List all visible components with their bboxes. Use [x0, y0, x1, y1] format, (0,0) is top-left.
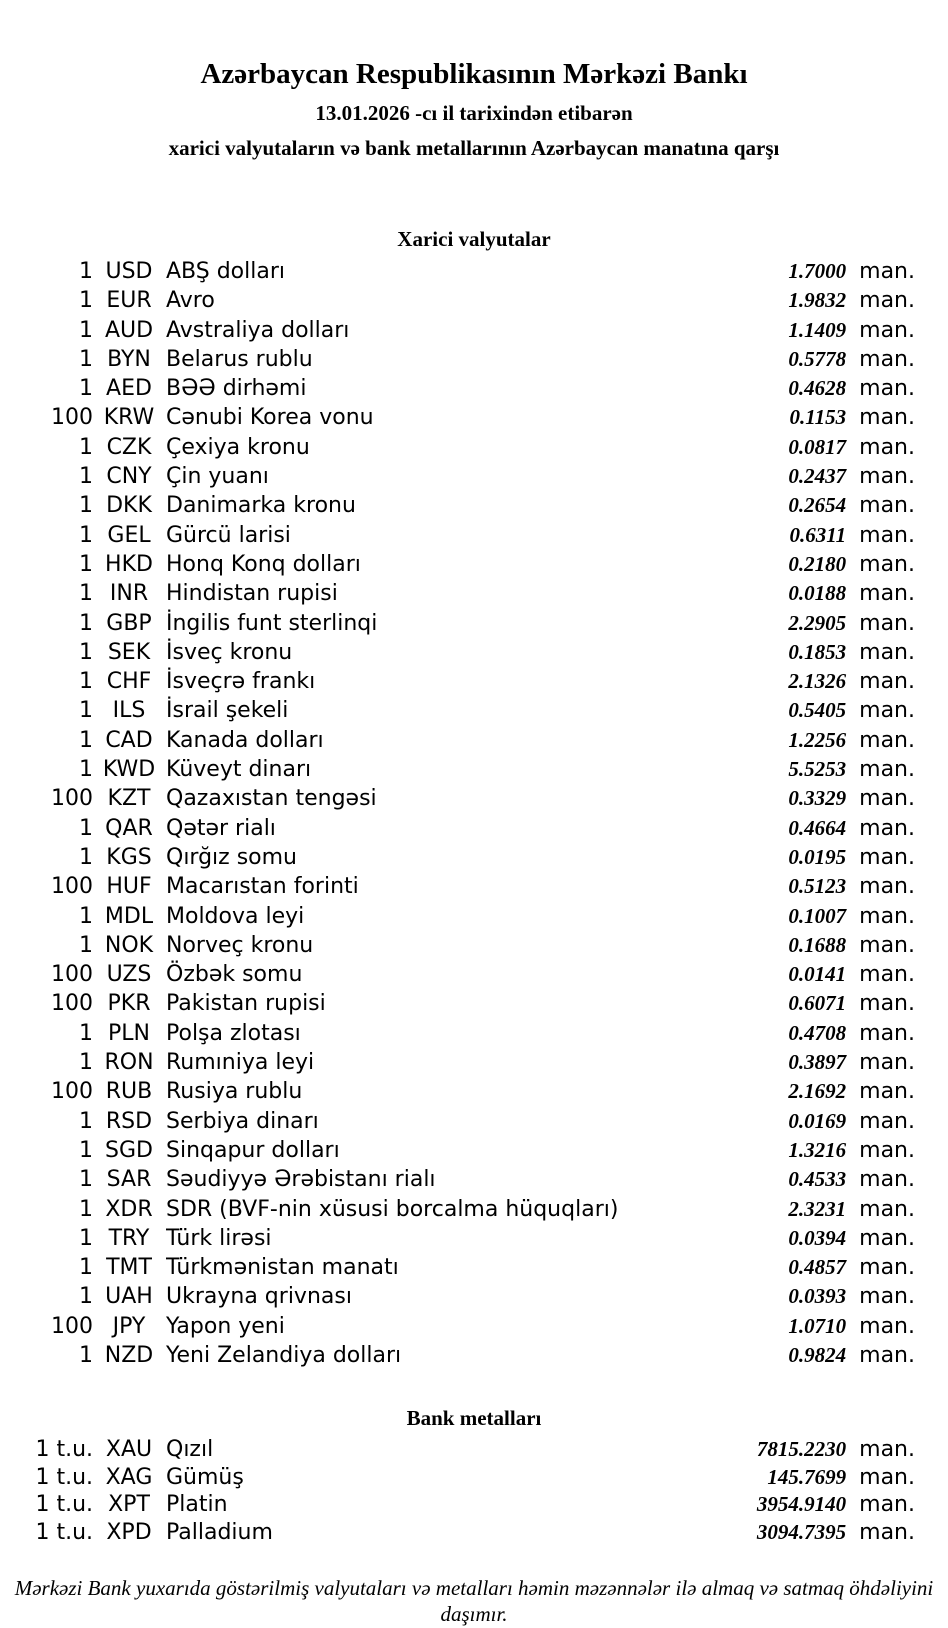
row-currency-name: Sinqapur dolları — [166, 1137, 340, 1163]
currency-row — [0, 550, 948, 579]
row-rate: 0.2654 — [788, 493, 847, 518]
row-currency-name: Serbiya dinarı — [166, 1108, 319, 1134]
row-unit: man. — [859, 1520, 915, 1546]
currency-row — [0, 286, 948, 315]
row-currency-code: INR — [109, 581, 149, 607]
row-currency-code: SEK — [107, 639, 151, 665]
row-unit: man. — [859, 1108, 915, 1134]
row-currency-name: Çin yuanı — [166, 464, 269, 490]
currencies-table — [0, 257, 948, 1370]
row-amount: 1 — [79, 493, 93, 519]
row-currency-code: RSD — [105, 1108, 153, 1134]
row-currency-name: Avro — [166, 288, 215, 314]
row-currency-name: Belarus rublu — [166, 346, 313, 372]
row-unit: man. — [859, 698, 915, 724]
row-currency-code: UZS — [106, 962, 152, 988]
row-rate: 0.0169 — [788, 1108, 847, 1133]
row-currency-name: SDR (BVF-nin xüsusi borcalma hüquqları) — [166, 1196, 619, 1222]
row-unit: man. — [859, 317, 915, 343]
row-currency-name: Cənubi Korea vonu — [166, 405, 374, 431]
currency-row — [0, 667, 948, 696]
row-amount: 100 — [51, 991, 93, 1017]
row-currency-code: SAR — [106, 1167, 152, 1193]
row-currency-code: GEL — [107, 522, 151, 548]
row-currency-code: NZD — [104, 1342, 154, 1368]
row-currency-code: QAR — [105, 815, 153, 841]
row-amount: 1 — [79, 1108, 93, 1134]
currency-row — [0, 989, 948, 1018]
currency-row — [0, 726, 948, 755]
metal-row — [0, 1436, 948, 1464]
row-amount: 1 — [79, 932, 93, 958]
row-currency-code: UAH — [105, 1284, 153, 1310]
row-amount: 1 t.u. — [35, 1437, 93, 1463]
row-unit: man. — [859, 522, 915, 548]
row-currency-name: Özbək somu — [166, 962, 303, 988]
row-amount: 100 — [51, 786, 93, 812]
row-currency-name: Moldova leyi — [166, 903, 305, 929]
row-amount: 1 — [79, 757, 93, 783]
row-currency-code: XPD — [106, 1520, 152, 1546]
row-unit: man. — [859, 493, 915, 519]
row-rate: 1.1409 — [788, 317, 847, 342]
currency-row — [0, 521, 948, 550]
row-currency-name: Qızıl — [166, 1437, 214, 1463]
row-currency-code: XAU — [105, 1437, 153, 1463]
row-currency-name: Honq Konq dolları — [166, 551, 361, 577]
row-currency-name: İngilis funt sterlinqi — [166, 610, 378, 636]
currency-row — [0, 579, 948, 608]
currency-row — [0, 755, 948, 784]
row-rate: 2.3231 — [788, 1196, 847, 1221]
row-currency-code: RON — [104, 1050, 154, 1076]
currency-row — [0, 1195, 948, 1224]
currency-row — [0, 1312, 948, 1341]
effective-date-line: 13.01.2026 -cı il tarixindən etibarən — [315, 101, 633, 125]
currency-row — [0, 609, 948, 638]
row-rate: 145.7699 — [767, 1464, 847, 1489]
row-unit: man. — [859, 991, 915, 1017]
row-unit: man. — [859, 1284, 915, 1310]
row-currency-name: Kanada dolları — [166, 727, 324, 753]
row-unit: man. — [859, 581, 915, 607]
row-unit: man. — [859, 288, 915, 314]
row-currency-name: Palladium — [166, 1520, 273, 1546]
currency-row — [0, 1341, 948, 1370]
row-currency-code: PKR — [107, 991, 151, 1017]
row-rate: 0.0817 — [788, 434, 847, 459]
row-unit: man. — [859, 639, 915, 665]
row-amount: 1 — [79, 1196, 93, 1222]
row-amount: 1 — [79, 1167, 93, 1193]
row-unit: man. — [859, 844, 915, 870]
currency-row — [0, 1224, 948, 1253]
row-rate: 0.1853 — [788, 639, 847, 664]
row-unit: man. — [859, 376, 915, 402]
row-amount: 1 — [79, 1137, 93, 1163]
row-unit: man. — [859, 1437, 915, 1463]
document-subtitle: xarici valyutaların və bank metallarının Azərbaycan manatına qarşı — [168, 136, 780, 160]
row-currency-name: Hindistan rupisi — [166, 581, 338, 607]
currency-row — [0, 316, 948, 345]
row-amount: 1 — [79, 1284, 93, 1310]
row-rate: 0.1153 — [789, 405, 847, 430]
row-amount: 1 — [79, 259, 93, 284]
row-currency-code: HKD — [105, 551, 153, 577]
row-unit: man. — [859, 962, 915, 988]
row-currency-name: Rusiya rublu — [166, 1079, 303, 1105]
row-amount: 1 — [79, 434, 93, 460]
row-currency-name: Danimarka kronu — [166, 493, 356, 519]
currency-row — [0, 374, 948, 403]
row-currency-name: Norveç kronu — [166, 932, 314, 958]
currency-row — [0, 1019, 948, 1048]
currency-row — [0, 960, 948, 989]
row-rate: 0.1688 — [788, 932, 847, 957]
row-currency-code: CAD — [105, 727, 153, 753]
metals-section-title: Bank metalları — [406, 1406, 542, 1431]
row-amount: 1 — [79, 639, 93, 665]
row-unit: man. — [859, 1050, 915, 1076]
row-currency-name: Ukrayna qrivnası — [166, 1284, 352, 1310]
row-currency-name: Qətər rialı — [166, 815, 276, 841]
row-rate: 2.1692 — [788, 1079, 847, 1104]
row-amount: 1 — [79, 522, 93, 548]
row-currency-code: ILS — [112, 698, 146, 724]
row-currency-name: Qırğız somu — [166, 844, 298, 870]
row-currency-name: BƏƏ dirhəmi — [166, 376, 307, 402]
currency-row — [0, 843, 948, 872]
currency-row — [0, 931, 948, 960]
currency-row — [0, 1282, 948, 1311]
row-unit: man. — [859, 1225, 915, 1251]
row-amount: 100 — [51, 1079, 93, 1105]
row-unit: man. — [859, 610, 915, 636]
row-currency-name: Pakistan rupisi — [166, 991, 326, 1017]
row-currency-name: Yeni Zelandiya dolları — [166, 1342, 402, 1368]
row-amount: 1 — [79, 464, 93, 490]
currency-row — [0, 872, 948, 901]
row-currency-name: İsrail şekeli — [166, 698, 289, 724]
row-rate: 3094.7395 — [756, 1520, 847, 1545]
row-currency-code: AUD — [104, 317, 154, 343]
row-rate: 7815.2230 — [756, 1437, 847, 1462]
currency-row — [0, 696, 948, 725]
row-unit: man. — [859, 1196, 915, 1222]
row-currency-code: PLN — [108, 1020, 150, 1046]
row-rate: 1.9832 — [788, 288, 847, 313]
currency-row — [0, 257, 948, 286]
row-amount: 1 — [79, 317, 93, 343]
row-amount: 1 — [79, 581, 93, 607]
row-currency-code: GBP — [106, 610, 152, 636]
row-unit: man. — [859, 259, 915, 284]
currency-row — [0, 433, 948, 462]
row-currency-code: AED — [106, 376, 152, 402]
row-currency-name: İsveçrə frankı — [166, 669, 316, 695]
disclaimer-text: Mərkəzi Bank yuxarıda göstərilmiş valyutaları və metalları həmin məzənnələr ilə almaq və satmaq öhdəliyini daşımır. — [14, 1575, 934, 1626]
row-amount: 1 — [79, 1020, 93, 1046]
row-unit: man. — [859, 727, 915, 753]
row-currency-code: KRW — [103, 405, 155, 431]
currency-row — [0, 814, 948, 843]
row-currency-name: Yapon yeni — [166, 1313, 285, 1339]
row-currency-name: Macarıstan forinti — [166, 874, 359, 900]
row-rate: 0.9824 — [788, 1342, 847, 1367]
row-amount: 100 — [51, 405, 93, 431]
currency-row — [0, 1165, 948, 1194]
row-currency-code: JPY — [112, 1313, 146, 1339]
row-unit: man. — [859, 1342, 915, 1368]
row-rate: 0.0188 — [788, 581, 847, 606]
row-currency-name: Küveyt dinarı — [166, 757, 312, 783]
row-currency-name: Səudiyyə Ərəbistanı rialı — [166, 1167, 436, 1193]
row-currency-code: KGS — [106, 844, 152, 870]
metal-row — [0, 1491, 948, 1519]
row-currency-name: Platin — [166, 1492, 228, 1518]
row-unit: man. — [859, 932, 915, 958]
currencies-section-title: Xarici valyutalar — [397, 227, 551, 251]
currency-row — [0, 902, 948, 931]
row-currency-code: CNY — [106, 464, 152, 490]
row-currency-name: ABŞ dolları — [166, 259, 286, 284]
row-amount: 1 — [79, 844, 93, 870]
row-rate: 0.0141 — [788, 962, 847, 987]
row-currency-name: Polşa zlotası — [166, 1020, 301, 1046]
row-rate: 5.5253 — [788, 757, 847, 782]
row-unit: man. — [859, 903, 915, 929]
row-rate: 0.3897 — [788, 1050, 847, 1075]
row-currency-name: İsveç kronu — [166, 639, 293, 665]
currency-row — [0, 403, 948, 432]
row-currency-code: TMT — [106, 1255, 152, 1281]
row-currency-code: XPT — [108, 1492, 150, 1518]
row-amount: 1 — [79, 1050, 93, 1076]
row-unit: man. — [859, 757, 915, 783]
row-amount: 1 t.u. — [35, 1492, 93, 1518]
row-currency-name: Qazaxıstan tengəsi — [166, 786, 377, 812]
row-amount: 100 — [51, 962, 93, 988]
row-rate: 0.4664 — [788, 815, 847, 840]
row-currency-name: Avstraliya dolları — [166, 317, 350, 343]
row-amount: 1 — [79, 727, 93, 753]
row-currency-code: HUF — [106, 874, 152, 900]
row-amount: 1 — [79, 1342, 93, 1368]
row-currency-code: XAG — [105, 1464, 153, 1490]
row-rate: 0.4628 — [788, 376, 847, 401]
row-unit: man. — [859, 874, 915, 900]
row-rate: 1.0710 — [788, 1313, 847, 1338]
row-unit: man. — [859, 1079, 915, 1105]
row-currency-code: SGD — [105, 1137, 153, 1163]
row-currency-code: CZK — [106, 434, 152, 460]
row-currency-name: Çexiya kronu — [166, 434, 310, 460]
metal-row — [0, 1464, 948, 1492]
row-unit: man. — [859, 1313, 915, 1339]
row-rate: 0.4708 — [788, 1020, 847, 1045]
row-amount: 1 — [79, 288, 93, 314]
row-rate: 0.5405 — [788, 698, 847, 723]
row-rate: 0.0393 — [788, 1284, 847, 1309]
row-unit: man. — [859, 434, 915, 460]
row-amount: 1 — [79, 346, 93, 372]
row-currency-code: KZT — [107, 786, 151, 812]
row-currency-code: KWD — [102, 757, 156, 783]
row-currency-code: MDL — [104, 903, 154, 929]
row-currency-name: Rumıniya leyi — [166, 1050, 315, 1076]
row-unit: man. — [859, 1464, 915, 1490]
row-currency-code: BYN — [107, 346, 151, 372]
row-unit: man. — [859, 346, 915, 372]
row-unit: man. — [859, 1137, 915, 1163]
metal-row — [0, 1519, 948, 1547]
row-rate: 2.1326 — [788, 669, 847, 694]
currency-row — [0, 1136, 948, 1165]
row-amount: 1 — [79, 669, 93, 695]
row-unit: man. — [859, 669, 915, 695]
row-rate: 0.3329 — [788, 786, 847, 811]
row-unit: man. — [859, 1492, 915, 1518]
row-unit: man. — [859, 1020, 915, 1046]
currency-row — [0, 462, 948, 491]
metals-table — [0, 1436, 948, 1546]
row-rate: 0.1007 — [788, 903, 847, 928]
row-rate: 1.3216 — [788, 1137, 847, 1162]
row-amount: 1 — [79, 376, 93, 402]
currency-row — [0, 1048, 948, 1077]
row-amount: 1 — [79, 815, 93, 841]
row-rate: 0.5778 — [788, 346, 847, 371]
row-rate: 2.2905 — [788, 610, 847, 635]
row-rate: 1.7000 — [788, 259, 847, 283]
currency-row — [0, 784, 948, 813]
row-rate: 1.2256 — [788, 727, 847, 752]
row-currency-code: CHF — [106, 669, 152, 695]
row-currency-name: Gümüş — [166, 1464, 244, 1490]
row-unit: man. — [859, 1167, 915, 1193]
row-currency-name: Gürcü larisi — [166, 522, 291, 548]
row-unit: man. — [859, 551, 915, 577]
currency-row — [0, 1077, 948, 1106]
row-currency-code: TRY — [108, 1225, 150, 1251]
row-amount: 1 — [79, 1255, 93, 1281]
row-currency-code: NOK — [104, 932, 154, 958]
currency-row — [0, 638, 948, 667]
row-rate: 0.2180 — [788, 551, 847, 576]
row-amount: 1 — [79, 698, 93, 724]
row-amount: 100 — [51, 1313, 93, 1339]
currency-row — [0, 1107, 948, 1136]
row-rate: 0.4857 — [788, 1255, 847, 1280]
row-rate: 0.0195 — [788, 844, 847, 869]
row-rate: 0.6311 — [789, 522, 847, 547]
row-currency-code: DKK — [106, 493, 152, 519]
row-unit: man. — [859, 786, 915, 812]
row-amount: 1 — [79, 1225, 93, 1251]
row-currency-name: Türk lirəsi — [166, 1225, 272, 1251]
row-currency-code: EUR — [106, 288, 152, 314]
row-rate: 0.6071 — [788, 991, 847, 1016]
row-amount: 100 — [51, 874, 93, 900]
currency-row — [0, 1253, 948, 1282]
currency-row — [0, 491, 948, 520]
row-amount: 1 — [79, 610, 93, 636]
bank-title: Azərbaycan Respublikasının Mərkəzi Bankı — [200, 58, 748, 90]
row-unit: man. — [859, 464, 915, 490]
row-unit: man. — [859, 1255, 915, 1281]
row-amount: 1 — [79, 551, 93, 577]
row-currency-code: XDR — [105, 1196, 153, 1222]
row-amount: 1 — [79, 903, 93, 929]
row-currency-code: USD — [105, 259, 153, 284]
row-currency-code: RUB — [105, 1079, 153, 1105]
row-unit: man. — [859, 405, 915, 431]
row-amount: 1 t.u. — [35, 1520, 93, 1546]
currency-row — [0, 345, 948, 374]
row-rate: 0.4533 — [788, 1167, 847, 1192]
row-rate: 3954.9140 — [756, 1492, 847, 1517]
row-rate: 0.2437 — [788, 464, 847, 489]
row-rate: 0.5123 — [788, 874, 847, 899]
row-amount: 1 t.u. — [35, 1464, 93, 1490]
row-rate: 0.0394 — [788, 1225, 847, 1250]
row-currency-name: Türkmənistan manatı — [166, 1255, 399, 1281]
document-header — [0, 56, 948, 162]
row-unit: man. — [859, 815, 915, 841]
